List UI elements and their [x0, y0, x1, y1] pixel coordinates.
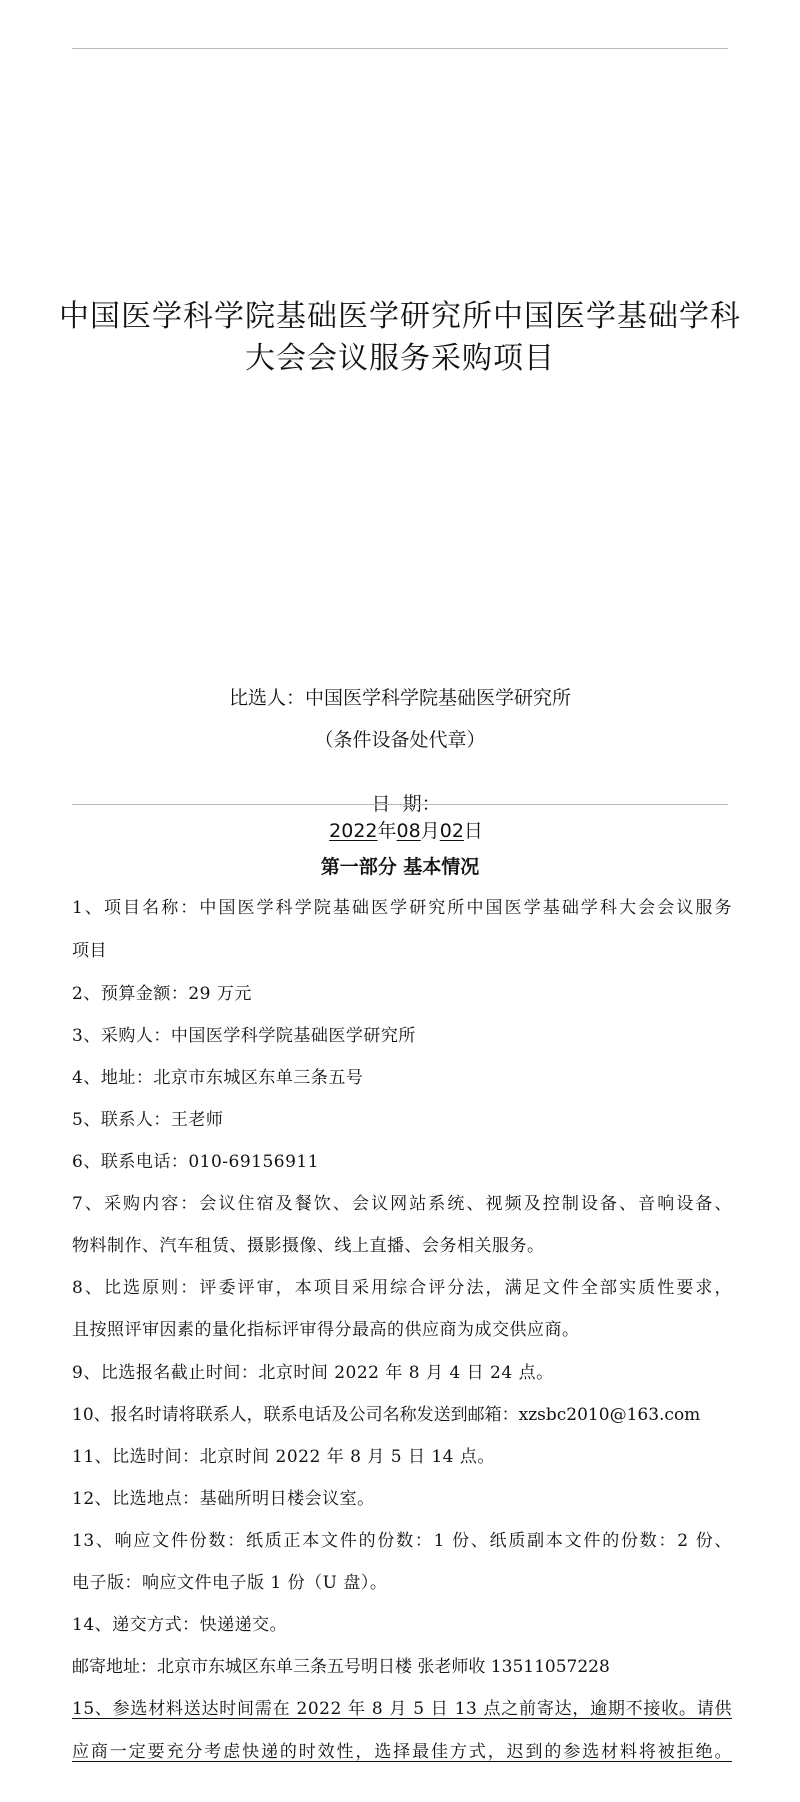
date-label: 日 期： — [371, 793, 441, 815]
date-year: 2022 — [329, 820, 378, 842]
month-char: 月 — [420, 820, 440, 842]
item-8-line-1: 8、比选原则：评委评审，本项目采用综合评分法，满足文件全部实质性要求， — [72, 1278, 732, 1298]
item-2: 2、预算金额：29 万元 — [72, 984, 252, 1004]
item-7-line-1: 7、采购内容：会议住宿及餐饮、会议网站系统、视频及控制设备、音响设备、 — [72, 1194, 732, 1214]
section-title: 第一部分 基本情况 — [320, 856, 480, 878]
item-6: 6、联系电话：010-69156911 — [72, 1152, 320, 1172]
mailing-address: 邮寄地址：北京市东城区东单三条五号明日楼 张老师收 13511057228 — [72, 1657, 610, 1677]
year-char: 年 — [377, 820, 397, 842]
item-15-line-1: 15、参选材料送达时间需在 2022 年 8 月 5 日 13 点之前寄达，逾期不接收。请供 — [72, 1699, 732, 1719]
item-9: 9、比选报名截止时间：北京时间 2022 年 8 月 4 日 24 点。 — [72, 1363, 554, 1383]
item-12: 12、比选地点：基础所明日楼会议室。 — [72, 1489, 375, 1509]
document-title-line-1: 中国医学科学院基础医学研究所中国医学基础学科 — [59, 299, 741, 334]
purchaser-label: 比选人： — [228, 687, 305, 709]
seal-note: （条件设备处代章） — [314, 729, 486, 751]
item-7-line-2: 物料制作、汽车租赁、摄影摄像、线上直播、会务相关服务。 — [72, 1236, 545, 1256]
middle-divider — [72, 804, 728, 805]
document-title-line-2: 大会会议服务采购项目 — [245, 341, 555, 376]
date-day: 02 — [439, 820, 464, 842]
item-10: 10、报名时请将联系人，联系电话及公司名称发送到邮箱：xzsbc2010@163.com — [72, 1405, 701, 1425]
purchaser-value: 中国医学科学院基础医学研究所 — [305, 687, 572, 709]
day-char: 日 — [463, 820, 483, 842]
date-line — [0, 767, 800, 843]
item-14: 14、递交方式：快递递交。 — [72, 1615, 288, 1635]
item-13-line-1: 13、响应文件份数：纸质正本文件的份数：1 份、纸质副本文件的份数：2 份、 — [72, 1531, 732, 1551]
item-1-line-2: 项目 — [72, 941, 107, 961]
item-1-line-1: 1、项目名称：中国医学科学院基础医学研究所中国医学基础学科大会会议服务 — [72, 898, 732, 918]
top-divider — [72, 48, 728, 49]
purchaser-line — [0, 683, 800, 710]
item-8-line-2: 且按照评审因素的量化指标评审得分最高的供应商为成交供应商。 — [72, 1320, 580, 1340]
item-5: 5、联系人：王老师 — [72, 1110, 224, 1130]
date-month: 08 — [396, 820, 421, 842]
item-3: 3、采购人：中国医学科学院基础医学研究所 — [72, 1026, 416, 1046]
item-13-line-2: 电子版：响应文件电子版 1 份（U 盘）。 — [72, 1573, 388, 1593]
item-4: 4、地址：北京市东城区东单三条五号 — [72, 1068, 364, 1088]
item-11: 11、比选时间：北京时间 2022 年 8 月 5 日 14 点。 — [72, 1447, 495, 1467]
item-15-line-2: 应商一定要充分考虑快递的时效性，选择最佳方式，迟到的参选材料将被拒绝。 — [72, 1742, 732, 1762]
